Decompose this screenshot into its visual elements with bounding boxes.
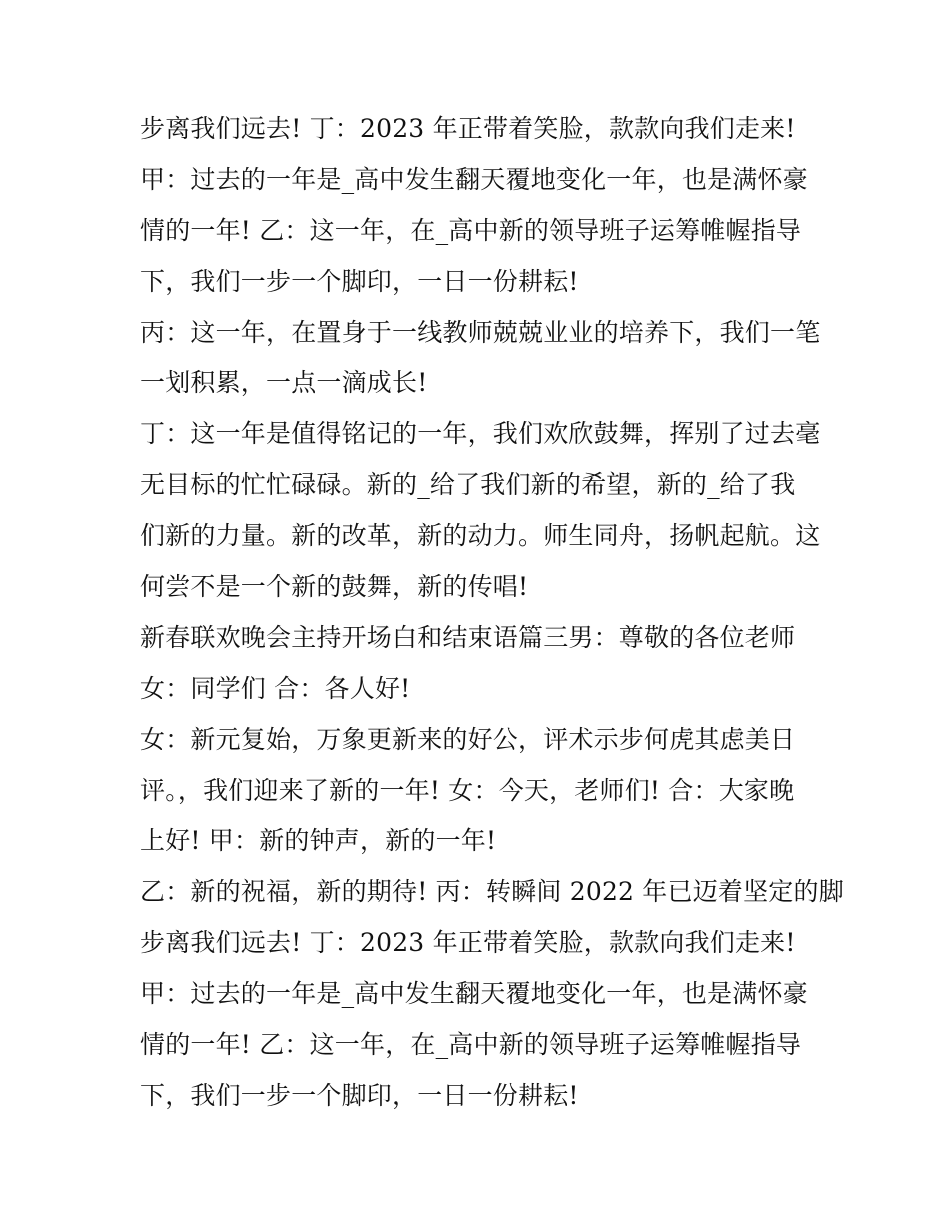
- text-line: 无目标的忙忙碌碌。新的_给了我们新的希望，新的_给了我: [140, 470, 796, 500]
- text-line: 上好! 甲：新的钟声，新的一年!: [140, 826, 497, 856]
- text-line: 丙：这一年，在置身于一线教师兢兢业业的培养下，我们一笔: [140, 317, 821, 347]
- text-line: 甲：过去的一年是_高中发生翻天覆地变化一年，也是满怀豪: [140, 979, 808, 1009]
- text-line: 乙：新的祝福，新的期待! 丙：转瞬间 2022 年已迈着坚定的脚: [140, 877, 844, 907]
- document-body: [140, 104, 844, 1122]
- text-line: 下，我们一步一个脚印，一日一份耕耘!: [140, 266, 579, 296]
- text-line: 一划积累，一点一滴成长!: [140, 368, 428, 398]
- text-line: 步离我们远去! 丁：2023 年正带着笑脸，款款向我们走来!: [140, 928, 796, 958]
- text-line: 甲：过去的一年是_高中发生翻天覆地变化一年，也是满怀豪: [140, 164, 808, 194]
- text-line: 新春联欢晚会主持开场白和结束语篇三男：尊敬的各位老师: [140, 622, 796, 652]
- text-line: 们新的力量。新的改革，新的动力。师生同舟，扬帆起航。这: [140, 521, 821, 551]
- text-line: 步离我们远去! 丁：2023 年正带着笑脸，款款向我们走来!: [140, 114, 796, 143]
- text-line: 情的一年! 乙：这一年，在_高中新的领导班子运筹帷幄指导: [140, 1030, 802, 1060]
- text-line: 下，我们一步一个脚印，一日一份耕耘!: [140, 1080, 579, 1110]
- text-line: 女：新元复始，万象更新来的好公，评术示步何虎其虑美日: [140, 724, 796, 754]
- text-line: 情的一年! 乙：这一年，在_高中新的领导班子运筹帷幄指导: [140, 215, 802, 245]
- text-line: 女：同学们 合：各人好!: [140, 673, 411, 703]
- text-line: 丁：这一年是值得铭记的一年，我们欢欣鼓舞，挥别了过去毫: [140, 419, 821, 449]
- text-line: 何尝不是一个新的鼓舞，新的传唱!: [140, 572, 529, 602]
- text-line: 评。，我们迎来了新的一年! 女：今天，老师们! 合：大家晚: [140, 775, 795, 805]
